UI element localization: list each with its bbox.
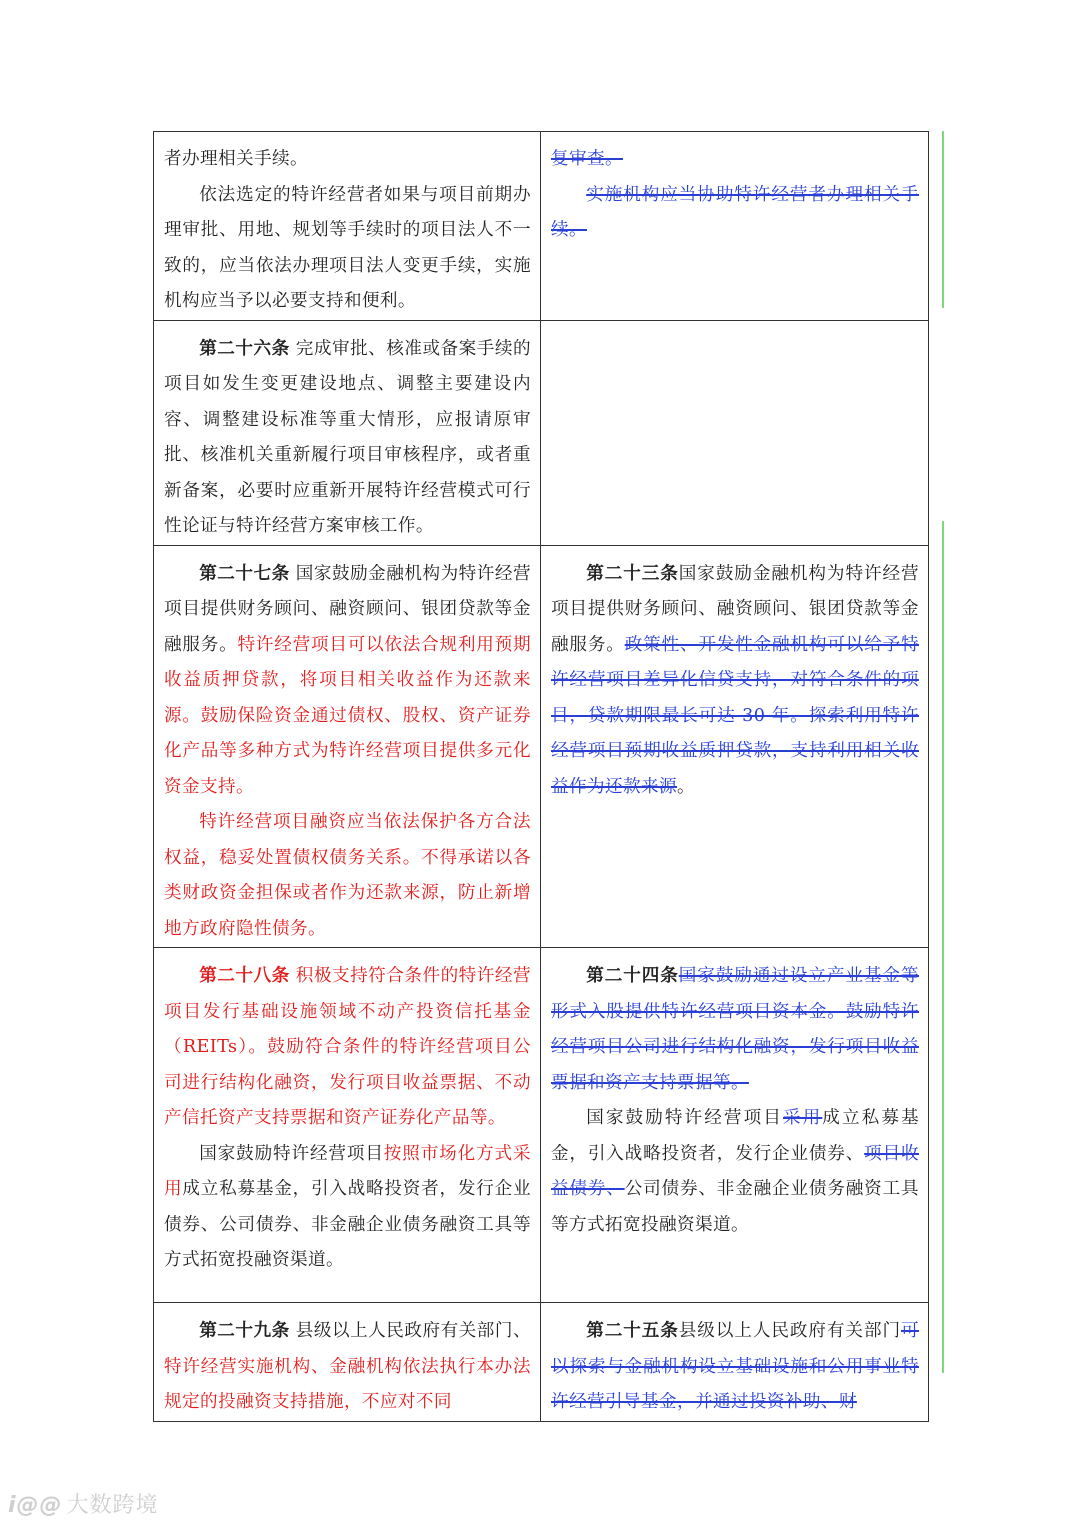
article-number: 第二十三条 xyxy=(586,562,679,584)
table-row xyxy=(154,948,929,1303)
article-number: 第二十七条 xyxy=(199,562,290,584)
new-text-cell xyxy=(154,948,541,1303)
watermark-logo-icon: i@@ xyxy=(8,1493,63,1518)
watermark-text: 大数跨境 xyxy=(66,1493,159,1518)
paragraph xyxy=(164,958,531,1137)
paragraph xyxy=(164,1313,531,1421)
new-text-cell xyxy=(154,545,541,948)
comparison-table xyxy=(153,131,929,1422)
paragraph xyxy=(551,1101,919,1243)
added-text: 按照市场化方式采用 xyxy=(164,1143,531,1199)
added-text: 特许经营实施机构、金融机构依法执行本办法规定的投融资支持措施，不应对不同 xyxy=(164,1356,531,1412)
deleted-text: 复审查。 xyxy=(551,149,623,169)
article-number: 第二十四条 xyxy=(586,965,679,986)
deleted-text: 国家鼓励通过设立产业基金等形式入股提供特许经营项目资本金。鼓励特许经营项目公司进行结构化融资，发行项目收益票据和资产支持票据等。 xyxy=(551,966,919,1093)
paragraph xyxy=(551,556,919,806)
paragraph xyxy=(551,958,919,1101)
deleted-text: 项目收益债券、 xyxy=(551,1143,919,1199)
text-run: 县级以上人民政府有关部门、 xyxy=(289,1321,531,1341)
paragraph xyxy=(164,1137,531,1279)
text-run: 国家鼓励特许经营项目 xyxy=(199,1143,384,1164)
change-marker-bar xyxy=(942,521,944,1373)
paragraph xyxy=(551,142,919,178)
text-run: 国家鼓励特许经营项目 xyxy=(586,1108,783,1128)
text-run: 完成审批、核准或备案手续的项目如发生变更建设地点、调整主要建设内容、调整建设标准等重大情形，应报请原审批、核准机关重新履行项目审核程序，或者重新备案，必要时应重新开展特许经营模式可行性论证与特许经营方案审核工作。 xyxy=(164,338,531,536)
text-run: 公司债券、非金融企业债务融资工具等方式拓宽投融资渠道。 xyxy=(551,1179,919,1235)
new-text-cell xyxy=(154,320,541,545)
table-row xyxy=(154,1303,929,1422)
deleted-text: 实施机构应当协助特许经营者办理相关手续。 xyxy=(551,184,919,240)
old-text-cell xyxy=(541,1303,929,1422)
new-text-cell xyxy=(154,1303,541,1422)
text-run: 成立私募基金，引入战略投资者，发行企业债券、 xyxy=(551,1108,919,1164)
paragraph xyxy=(164,556,531,806)
text-run: 依法选定的特许经营者如果与项目前期办理审批、用地、规划等手续时的项目法人不一致的，应当依法办理项目法人变更手续，实施机构应当予以必要支持和便利。 xyxy=(164,184,531,311)
paragraph xyxy=(164,331,531,545)
text-run: 成立私募基金，引入战略投资者，发行企业债券、公司债券、非金融企业债务融资工具等方式拓宽投融资渠道。 xyxy=(164,1179,531,1270)
text-run: 县级以上人民政府有关部门 xyxy=(678,1321,901,1341)
article-number: 第二十九条 xyxy=(199,1320,290,1341)
old-text-cell xyxy=(541,132,929,321)
text-run: 者办理相关手续。 xyxy=(164,149,308,169)
new-text-cell xyxy=(154,132,541,321)
paragraph xyxy=(164,805,531,947)
paragraph xyxy=(551,1313,919,1421)
change-marker-bar xyxy=(942,131,944,308)
table-row xyxy=(154,320,929,545)
deleted-text: 可以探索与金融机构设立基础设施和公用事业特许经营引导基金，并通过投资补助、财 xyxy=(551,1321,919,1412)
text-run: 。 xyxy=(676,776,695,797)
article-number: 第二十五条 xyxy=(586,1320,679,1341)
added-text: 特许经营项目融资应当依法保护各方合法权益，稳妥处置债权债务关系。不得承诺以各类财政资金担保或者作为还款来源，防止新增地方政府隐性债务。 xyxy=(164,812,531,939)
article-number: 第二十六条 xyxy=(199,337,290,359)
paragraph xyxy=(551,178,919,249)
paragraph xyxy=(164,178,531,320)
text-run: 国家鼓励金融机构为特许经营项目提供财务顾问、融资顾问、银团贷款等金融服务。 xyxy=(164,563,531,655)
paragraph xyxy=(164,142,531,178)
old-text-cell xyxy=(541,948,929,1303)
article-number: 第二十八条 xyxy=(199,965,290,986)
watermark xyxy=(8,1488,159,1519)
added-text: 积极支持符合条件的特许经营项目发行基础设施领域不动产投资信托基金（REITs）。鼓励符合条件的特许经营项目公司进行结构化融资，发行项目收益票据、不动产信托资产支持票据和资产证券化产品等。 xyxy=(164,966,531,1128)
old-text-cell xyxy=(541,545,929,948)
added-text: 特许经营项目可以依法合规利用预期收益质押贷款，将项目相关收益作为还款来源。鼓励保险资金通过债权、股权、资产证券化产品等多种方式为特许经营项目提供多元化资金支持。 xyxy=(164,634,531,797)
table-row xyxy=(154,545,929,948)
deleted-text: 政策性、开发性金融机构可以给予特许经营项目差异化信贷支持，对符合条件的项目，贷款期限最长可达 30 年。探索利用特许经营项目预期收益质押贷款，支持利用相关收益作为还款来源 xyxy=(551,634,919,797)
text-run: 国家鼓励金融机构为特许经营项目提供财务顾问、融资顾问、银团贷款等金融服务。 xyxy=(551,563,919,655)
table-row xyxy=(154,132,929,321)
deleted-text: 采用 xyxy=(782,1108,823,1128)
old-text-cell xyxy=(541,320,929,545)
